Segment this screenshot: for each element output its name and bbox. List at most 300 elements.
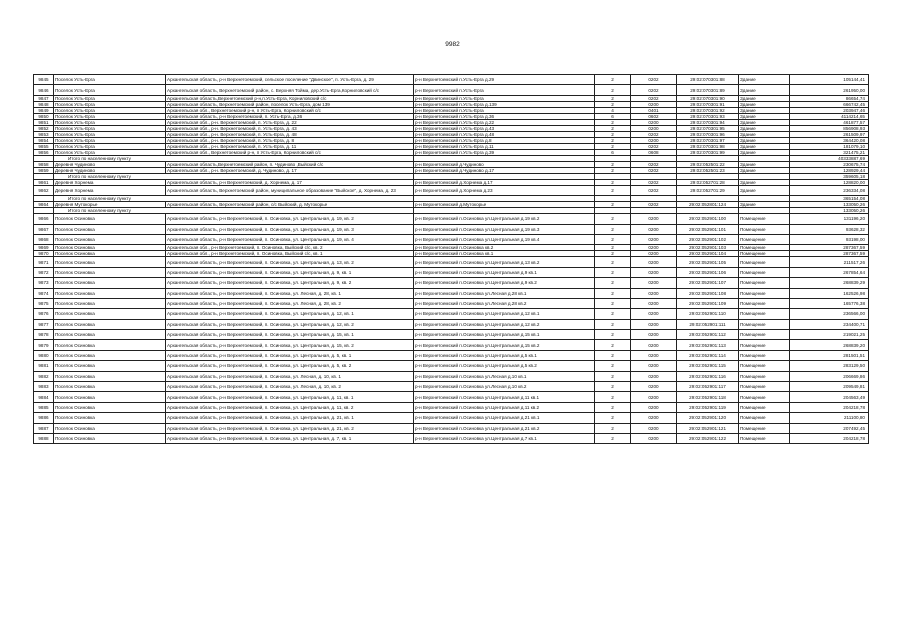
group-code: 2 [595, 330, 631, 340]
cadastral-number: 29:02:052701:29 [677, 185, 739, 195]
cadastral-cost: 131196,20 [790, 214, 869, 224]
group-code: 2 [595, 167, 631, 173]
group-code: 2 [595, 101, 631, 107]
object-location: р-н Верхнетоемский д.Чудиново [414, 161, 595, 167]
row-number: 9862 [34, 185, 54, 195]
settlement-name: Поселок Осиновка [54, 257, 166, 267]
cadastral-number: 29:02:070301:96 [677, 131, 739, 137]
subgroup-code: 0200 [631, 413, 677, 423]
group-code: 2 [595, 423, 631, 433]
row-number: 9886 [34, 413, 54, 423]
row-number: 9874 [34, 288, 54, 298]
settlement-name: Поселок Осиновка [54, 433, 166, 443]
object-location: р-н Верхнетоемский п.Осиновка ул.Центральная д.19 кв.3 [414, 224, 595, 234]
group-code: 2 [595, 251, 631, 257]
settlement-name: Деревня Чудиново [54, 167, 166, 173]
subgroup-code: 0200 [631, 224, 677, 234]
row-number: 9855 [34, 143, 54, 149]
settlement-name: Поселок Осиновка [54, 288, 166, 298]
cadastral-number: 29:02:070301:91 [677, 101, 739, 107]
cadastral-number: 29:02:052901:111 [677, 319, 739, 329]
object-address: Архангельская область, Верхнетоемский район, с/с Выйский, д. Мутокорье [166, 202, 414, 208]
object-location: р-н Верхнетоемский п.Усть-Ерга д.36 [414, 113, 595, 119]
object-address: Архангельская область, р-н Верхнетоемский, п. Осиновка, ул. Центральная, д. 19, кв. 4 [166, 234, 414, 244]
settlement-name: Поселок Осиновка [54, 402, 166, 412]
subgroup-code: 0200 [631, 330, 677, 340]
group-code: 2 [595, 125, 631, 131]
settlement-name: Деревня Мутокорье [54, 202, 166, 208]
row-number: 9845 [34, 75, 54, 85]
subgroup-code: 0202 [631, 161, 677, 167]
group-code: 2 [595, 202, 631, 208]
object-location: р-н Верхнетоемский п.Усть-Ерга д.29 [414, 75, 595, 85]
subgroup-code: 0200 [631, 267, 677, 277]
settlement-name: Поселок Осиновка [54, 214, 166, 224]
row-number: 9870 [34, 251, 54, 257]
registry-row [34, 257, 869, 267]
cadastral-cost: 128820,00 [790, 179, 869, 185]
object-kind: Помещение [739, 350, 790, 360]
cadastral-cost: 211100,80 [790, 413, 869, 423]
object-location: р-н Верхнетоемский п.Осиновка кв.1 [414, 251, 595, 257]
cadastral-number: 29:02:070301:90 [677, 95, 739, 101]
object-kind: Помещение [739, 340, 790, 350]
object-location: р-н Верхнетоемский п.Усть-Ерга [414, 85, 595, 95]
cadastral-cost: 133050,26 [790, 202, 869, 208]
settlement-name: Поселок Осиновка [54, 251, 166, 257]
object-address: Архангельская область, р-н Верхнетоемский, п. Осиновка, ул. Лесная, д. 10, кв. 2 [166, 382, 414, 392]
cadastral-number: 29:02:052901:119 [677, 402, 739, 412]
object-kind: Помещение [739, 433, 790, 443]
row-number: 9864 [34, 202, 54, 208]
cadastral-number: 29:02:052901:116 [677, 371, 739, 381]
total-cost: 40333887,69 [790, 155, 869, 161]
row-number: 9853 [34, 131, 54, 137]
settlement-name: Поселок Осиновка [54, 278, 166, 288]
cadastral-cost: 4114214,65 [790, 113, 869, 119]
object-kind: Здание [739, 167, 790, 173]
cadastral-cost: 105144,41 [790, 75, 869, 85]
subgroup-code: 0202 [631, 75, 677, 85]
object-kind: Помещение [739, 402, 790, 412]
cadastral-number: 29:02:052901:113 [677, 340, 739, 350]
group-code: 2 [595, 309, 631, 319]
group-code: 2 [595, 350, 631, 360]
row-number: 9881 [34, 361, 54, 371]
object-address: Архангельская обл., р-н. Верхнетоемский, п. Усть-Ерга, д. 11 [166, 143, 414, 149]
object-address: Архангельская область, р-н Верхнетоемский, п. Осиновка, ул. Центральная, д. 13, кв. 2 [166, 257, 414, 267]
object-kind: Здание [739, 185, 790, 195]
settlement-name: Поселок Усть-Ерга [54, 131, 166, 137]
object-address: Архангельская область, р-н Верхнетоемский, п. Осиновка, ул. Центральная, д. 15, кв. 2 [166, 340, 414, 350]
subgroup-code: 0200 [631, 392, 677, 402]
object-address: Архангельская обл., р-н. Верхнетоемский, п. Усть-Ерга, д. 22 [166, 119, 414, 125]
cadastral-cost: 856908,93 [790, 125, 869, 131]
settlement-name: Поселок Осиновка [54, 245, 166, 251]
group-code: 2 [595, 161, 631, 167]
group-code: 2 [595, 361, 631, 371]
object-location: р-н Верхнетоемский п.Осиновка ул.Центральная д.7 кв.1 [414, 433, 595, 443]
subgroup-code: 0200 [631, 137, 677, 143]
object-address: Архангельская область, р-н Верхнетоемский, п. Осиновка, ул. Центральная, д. 19, кв. 3 [166, 224, 414, 234]
total-label: Итого по населенному пункту [54, 208, 414, 214]
cadastral-cost: 461877,57 [790, 119, 869, 125]
group-code: 2 [595, 85, 631, 95]
row-number: 9873 [34, 278, 54, 288]
cadastral-number: 29:02:052901:107 [677, 278, 739, 288]
settlement-name: Поселок Осиновка [54, 224, 166, 234]
settlement-name: Поселок Осиновка [54, 340, 166, 350]
subgroup-code: 0202 [631, 179, 677, 185]
cadastral-registry-table [33, 74, 869, 444]
group-code: 2 [595, 319, 631, 329]
subgroup-code: 0200 [631, 309, 677, 319]
object-location: р-н Верхнетоемский п.Усть-Ерга д.43 [414, 125, 595, 131]
object-location: р-н Верхнетоемский п.Осиновка ул.Центральная д.13 кв.2 [414, 257, 595, 267]
subgroup-code: 0200 [631, 371, 677, 381]
cadastral-cost: 93198,00 [790, 234, 869, 244]
cadastral-cost: 162526,98 [790, 288, 869, 298]
cadastral-number: 29:02:052501:22 [677, 161, 739, 167]
object-kind: Здание [739, 101, 790, 107]
object-location: р-н Верхнетоемский п.Осиновка ул.Центральная д.21 кв.1 [414, 413, 595, 423]
object-kind: Помещение [739, 288, 790, 298]
object-address: Архангельская область, р-н Верхнетоемский, п. Осиновка, ул. Центральная, д. 12, кв. 1 [166, 309, 414, 319]
object-address: Архангельская область,Верхнетоемский р-н,п.Усть-Ерга, Корниловский с/с [166, 95, 414, 101]
row-number: 9877 [34, 319, 54, 329]
object-kind: Помещение [739, 251, 790, 257]
row-number: 9861 [34, 179, 54, 185]
settlement-name: Деревня Хорнема [54, 185, 166, 195]
group-code: 2 [595, 392, 631, 402]
cadastral-number: 29:02:052901:112 [677, 330, 739, 340]
object-location: р-н Верхнетоемский п.Осиновка ул.Центральная д.19 кв.2 [414, 214, 595, 224]
registry-row [34, 85, 869, 95]
object-location: р-н Верхнетоемский п.Осиновка ул.Центральная д.11 кв.1 [414, 392, 595, 402]
cadastral-number: 29:02:052901:104 [677, 251, 739, 257]
object-location: р-н Верхнетоемский п.Усть-Ерга д.39 [414, 149, 595, 155]
total-cost: 359605,18 [790, 173, 869, 179]
row-number: 9867 [34, 224, 54, 234]
object-kind: Помещение [739, 214, 790, 224]
registry-row [34, 214, 869, 224]
settlement-name: Поселок Усть-Ерга [54, 95, 166, 101]
object-address: Архангельская область, Верхнетоемский район, поселок Усть-Ерга, дом 139 [166, 101, 414, 107]
settlement-name: Поселок Осиновка [54, 413, 166, 423]
cadastral-cost: 261950,00 [790, 85, 869, 95]
object-kind: Помещение [739, 319, 790, 329]
settlement-name: Поселок Усть-Ерга [54, 101, 166, 107]
subgroup-code: 0202 [631, 95, 677, 101]
subgroup-code: 0202 [631, 185, 677, 195]
cadastral-cost: 204218,78 [790, 402, 869, 412]
row-number: 9878 [34, 330, 54, 340]
cadastral-number: 29:02:052901:110 [677, 309, 739, 319]
cadastral-number: 29:02:070301:94 [677, 119, 739, 125]
registry-row [34, 224, 869, 234]
subgroup-code: 0602 [631, 113, 677, 119]
settlement-name: Поселок Осиновка [54, 423, 166, 433]
cadastral-cost: 283129,50 [790, 361, 869, 371]
cadastral-cost: 204563,49 [790, 392, 869, 402]
object-kind: Помещение [739, 423, 790, 433]
cadastral-cost: 209549,81 [790, 382, 869, 392]
group-code: 2 [595, 402, 631, 412]
cadastral-cost: 128929,44 [790, 167, 869, 173]
object-address: Архангельская обл., р-н. Верхнетоемский, п. Усть-Ерга, д. 8 [166, 137, 414, 143]
registry-row [34, 340, 869, 350]
object-kind: Помещение [739, 309, 790, 319]
registry-row [34, 371, 869, 381]
settlement-name: Поселок Усть-Ерга [54, 125, 166, 131]
object-kind: Помещение [739, 361, 790, 371]
settlement-name: Поселок Осиновка [54, 298, 166, 308]
settlement-name: Поселок Осиновка [54, 319, 166, 329]
registry-row [34, 382, 869, 392]
object-kind: Здание [739, 202, 790, 208]
subgroup-code: 0200 [631, 402, 677, 412]
row-number: 9885 [34, 402, 54, 412]
settlement-name: Деревня Хорнема [54, 179, 166, 185]
object-location: р-н Верхнетоемский п.Усть-Ерга д.8 [414, 137, 595, 143]
registry-row [34, 319, 869, 329]
object-kind: Помещение [739, 224, 790, 234]
object-location: р-н Верхнетоемский п.Осиновка кв.2 [414, 245, 595, 251]
row-number: 9849 [34, 107, 54, 113]
registry-row [34, 278, 869, 288]
registry-row [34, 75, 869, 85]
group-code: 2 [595, 298, 631, 308]
object-address: Архангельская область, р-н Верхнетоемский, п. Осиновка, ул. Центральная, д. 9, кв. 2 [166, 278, 414, 288]
registry-row [34, 413, 869, 423]
registry-row [34, 433, 869, 443]
subgroup-code: 0200 [631, 319, 677, 329]
object-location: р-н Верхнетоемский п.Осиновка ул.Лесная д.28 кв.1 [414, 288, 595, 298]
cadastral-number: 29:02:052501:23 [677, 167, 739, 173]
row-number: 9888 [34, 433, 54, 443]
object-location: р-н Верхнетоемский п.Осиновка ул.Центральная д.5 кв.1 [414, 350, 595, 360]
cadastral-cost: 206669,86 [790, 371, 869, 381]
row-number: 9887 [34, 423, 54, 433]
total-cost: 133050,26 [790, 208, 869, 214]
group-code: 2 [595, 382, 631, 392]
settlement-name: Поселок Усть-Ерга [54, 137, 166, 143]
cadastral-cost: 165776,38 [790, 298, 869, 308]
registry-row [34, 361, 869, 371]
group-code: 2 [595, 185, 631, 195]
settlement-name: Поселок Усть-Ерга [54, 149, 166, 155]
cadastral-number: 29:02:070301:89 [677, 85, 739, 95]
cadastral-cost: 321475,21 [790, 149, 869, 155]
row-number: 9868 [34, 234, 54, 244]
subgroup-code: 0202 [631, 85, 677, 95]
subgroup-code: 0200 [631, 340, 677, 350]
settlement-name: Деревня Чудиново [54, 161, 166, 167]
registry-row [34, 309, 869, 319]
object-kind: Помещение [739, 413, 790, 423]
cadastral-number: 29:02:052901:106 [677, 267, 739, 277]
cadastral-cost: 364420,08 [790, 137, 869, 143]
object-location: р-н Верхнетоемский п.Усть-Ерга д.22 [414, 119, 595, 125]
cadastral-cost: 267854,64 [790, 267, 869, 277]
settlement-name: Поселок Осиновка [54, 330, 166, 340]
object-address: Архангельская обл., Верхнетоемский р-н, п Усть-Ерга, Корниловский с/с [166, 107, 414, 113]
object-kind: Здание [739, 85, 790, 95]
cadastral-cost: 86654,74 [790, 95, 869, 101]
object-address: Архангельская область, р-н Верхнетоемский, п. Осиновка, ул. Центральная, д. 19, кв. 2 [166, 214, 414, 224]
settlement-name: Поселок Усть-Ерга [54, 107, 166, 113]
cadastral-cost: 287367,59 [790, 251, 869, 257]
group-code: 2 [595, 143, 631, 149]
object-address: Архангельская область, р-н Верхнетоемский, п. Осиновка, ул. Центральная, д. 21, кв. 2 [166, 423, 414, 433]
object-kind: Здание [739, 161, 790, 167]
subgroup-code: 0202 [631, 167, 677, 173]
settlement-name: Поселок Осиновка [54, 267, 166, 277]
object-kind: Помещение [739, 298, 790, 308]
settlement-name: Поселок Осиновка [54, 371, 166, 381]
object-kind: Здание [739, 75, 790, 85]
object-address: Архангельская область, р-н Верхнетоемский, п. Осиновка, ул. Центральная, д. 5, кв. 2 [166, 361, 414, 371]
row-number: 9869 [34, 245, 54, 251]
object-kind: Здание [739, 143, 790, 149]
row-number: 9871 [34, 257, 54, 267]
subgroup-code: 0200 [631, 361, 677, 371]
row-number: 9880 [34, 350, 54, 360]
row-number: 9879 [34, 340, 54, 350]
settlement-name: Поселок Усть-Ерга [54, 75, 166, 85]
group-code: 2 [595, 340, 631, 350]
cadastral-cost: 207492,45 [790, 423, 869, 433]
cadastral-number: 29:02:070301:95 [677, 125, 739, 131]
object-location: р-н Верхнетоемский п.Осиновка ул.Центральная д.12 кв.1 [414, 309, 595, 319]
group-code: 2 [595, 179, 631, 185]
cadastral-cost: 234400,71 [790, 319, 869, 329]
object-kind: Помещение [739, 234, 790, 244]
object-address: Архангельская обл., Верхнетоемский р-н, п Усть-Ерга, Корниловский с/с [166, 149, 414, 155]
object-location: р-н Верхнетоемский п.Осиновка ул.Лесная д.28 кв.2 [414, 298, 595, 308]
group-code: 2 [595, 214, 631, 224]
cadastral-number: 29:02:070301:93 [677, 113, 739, 119]
cadastral-number: 29:02:052901:100 [677, 214, 739, 224]
object-kind: Помещение [739, 371, 790, 381]
row-number: 9876 [34, 309, 54, 319]
subgroup-code: 0200 [631, 101, 677, 107]
subgroup-code: 0200 [631, 125, 677, 131]
object-kind: Здание [739, 131, 790, 137]
registry-row [34, 392, 869, 402]
row-number: 9883 [34, 382, 54, 392]
subgroup-code: 0200 [631, 278, 677, 288]
row-number: 9858 [34, 161, 54, 167]
object-address: Архангельская обл., р-н Верхнетоемский, п. Осиновка, Выйский с/с, кв. 2 [166, 245, 414, 251]
object-location: р-н Верхнетоемский п.Осиновка ул.Центральная д.15 кв.2 [414, 340, 595, 350]
row-number: 9872 [34, 267, 54, 277]
object-kind: Помещение [739, 330, 790, 340]
settlement-name: Поселок Осиновка [54, 309, 166, 319]
object-kind: Помещение [739, 278, 790, 288]
subgroup-code: 0200 [631, 288, 677, 298]
subgroup-code: 0200 [631, 382, 677, 392]
settlement-name: Поселок Усть-Ерга [54, 85, 166, 95]
group-code: 4 [595, 107, 631, 113]
object-location: р-н Верхнетоемский п.Осиновка ул.Центральная д.12 кв.2 [414, 319, 595, 329]
object-kind: Здание [739, 149, 790, 155]
row-number: 9856 [34, 149, 54, 155]
cadastral-cost: 268839,20 [790, 340, 869, 350]
group-code: 2 [595, 234, 631, 244]
group-code: 2 [595, 245, 631, 251]
settlement-name: Поселок Усть-Ерга [54, 113, 166, 119]
object-kind: Здание [739, 137, 790, 143]
registry-row [34, 234, 869, 244]
row-number: 9882 [34, 371, 54, 381]
object-address: Архангельская область, р-н Верхнетоемский, д. Хорнема, д. 17 [166, 179, 414, 185]
group-code: 2 [595, 288, 631, 298]
subgroup-code: 0200 [631, 251, 677, 257]
subgroup-code: 0202 [631, 202, 677, 208]
group-code: 2 [595, 95, 631, 101]
object-location: р-н Верхнетоемский п.Осиновка ул.Центральная д.5 кв.2 [414, 361, 595, 371]
subgroup-code: 0200 [631, 234, 677, 244]
object-kind: Здание [739, 179, 790, 185]
settlement-name: Поселок Осиновка [54, 392, 166, 402]
cadastral-cost: 268839,29 [790, 278, 869, 288]
object-address: Архангельская область, р-н Верхнетоемский, п. Осиновка, ул. Центральная, д. 12, кв. 2 [166, 319, 414, 329]
registry-row [34, 423, 869, 433]
cadastral-cost: 204218,78 [790, 433, 869, 443]
cadastral-cost: 219021,25 [790, 330, 869, 340]
object-address: Архангельская область, р-н Верхнетоемский, п. Осиновка, ул. Центральная, д. 7, кв. 1 [166, 433, 414, 443]
object-location: р-н Верхнетоемский п.Осиновка ул.Центральная д.19 кв.4 [414, 234, 595, 244]
object-address: Архангельская обл., р-н. Верхнетоемский, п. Усть-Ерга, д. 48 [166, 131, 414, 137]
cadastral-number: 29:02:070301:88 [677, 75, 739, 85]
object-address: Архангельская область, р-н Верхнетоемский, п. Осиновка, ул. Лесная, д. 10, кв. 1 [166, 371, 414, 381]
group-code: 2 [595, 267, 631, 277]
settlement-name: Поселок Усть-Ерга [54, 143, 166, 149]
object-location: р-н Верхнетоемский п.Усть-Ерга д.48 [414, 131, 595, 137]
object-location: р-н Верхнетоемский п.Осиновка ул.Центральная д.9 кв.2 [414, 278, 595, 288]
group-code: 2 [595, 224, 631, 234]
object-address: Архангельская обл., р-н. Верхнетоемский, п. Усть-Ерга, д. 43 [166, 125, 414, 131]
cadastral-cost: 236334,08 [790, 185, 869, 195]
object-kind: Здание [739, 125, 790, 131]
subgroup-code: 0200 [631, 245, 677, 251]
cadastral-number: 29:02:052901:120 [677, 413, 739, 423]
cadastral-number: 29:02:052901:101 [677, 224, 739, 234]
cadastral-number: 29:02:052901:117 [677, 382, 739, 392]
row-number: 9846 [34, 85, 54, 95]
object-kind: Здание [739, 119, 790, 125]
page-number: 9982 [445, 41, 460, 48]
group-code: 2 [595, 413, 631, 423]
row-number: 9854 [34, 137, 54, 143]
group-code: 6 [595, 149, 631, 155]
total-label: Итого по населенному пункту [54, 155, 414, 161]
subgroup-code: 0202 [631, 143, 677, 149]
object-kind: Помещение [739, 257, 790, 267]
registry-row [34, 402, 869, 412]
row-number: 9875 [34, 298, 54, 308]
object-kind: Здание [739, 95, 790, 101]
total-label: Итого по населенному пункту [54, 173, 414, 179]
cadastral-cost: 181079,10 [790, 143, 869, 149]
cadastral-number: 29:02:052901:105 [677, 257, 739, 267]
subgroup-code: 0200 [631, 423, 677, 433]
cadastral-cost: 287367,59 [790, 245, 869, 251]
row-number: 9866 [34, 214, 54, 224]
total-cost: 365154,08 [790, 196, 869, 202]
object-location: р-н Верхнетоемский п.Осиновка ул.Центральная д.11 кв.2 [414, 402, 595, 412]
